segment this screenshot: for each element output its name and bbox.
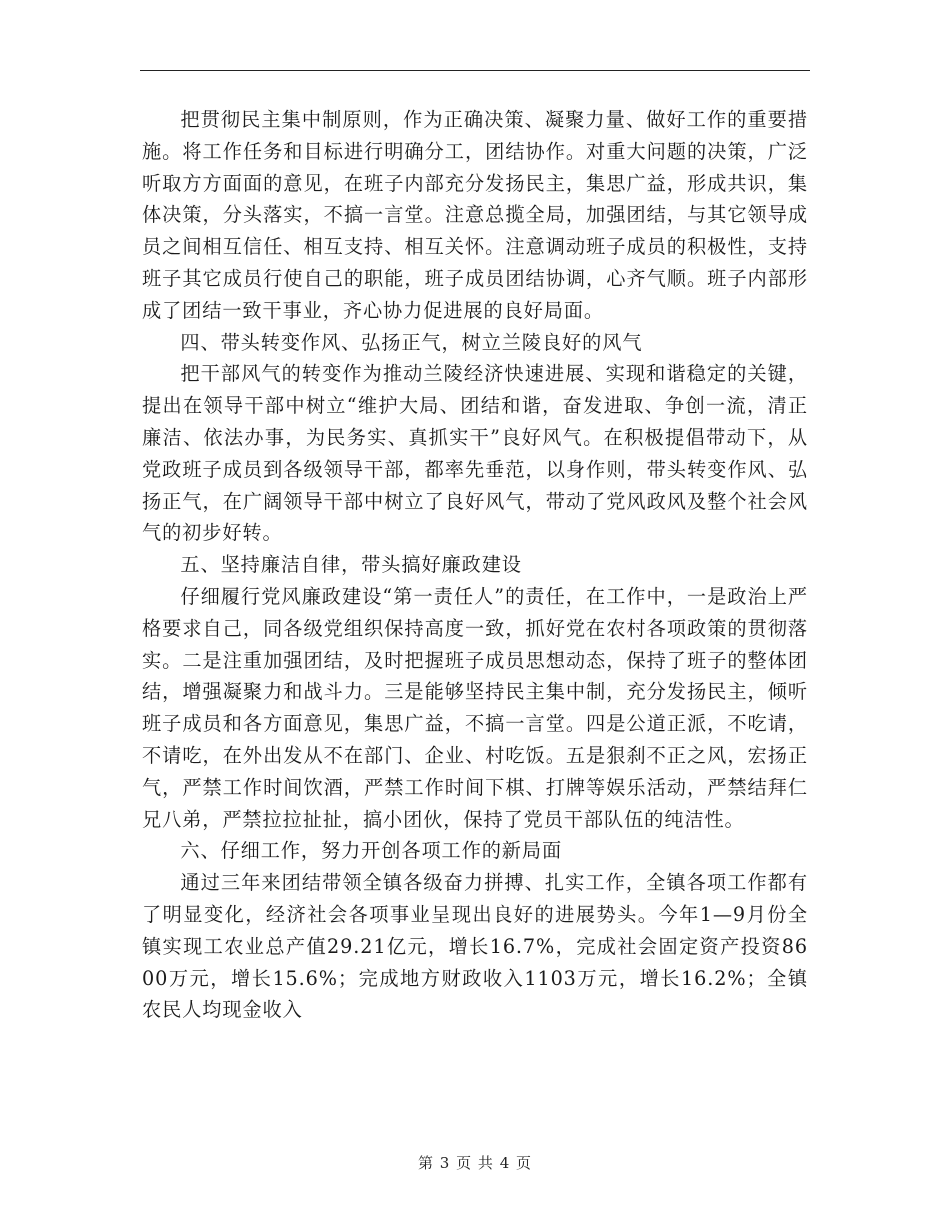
body-paragraph: 把干部风气的转变作为推动兰陵经济快速进展、实现和谐稳定的关键，提出在领导干部中树立“维护大局、团结和谐，奋发进取、争创一流，清正廉洁、依法办事，为民务实、真抓实干”良好风气。在积极提倡带动下，从党政班子成员到各级领导干部，都率先垂范，以身作则，带头转变作风、弘扬正气，在广阔领导干部中树立了良好风气，带动了党风政风及整个社会风气的初步好转。 — [142, 362, 808, 545]
header-divider — [140, 70, 810, 71]
total-page-count: 4 — [499, 1154, 511, 1172]
footer-page-unit: 页 — [456, 1154, 473, 1172]
current-page-number: 3 — [439, 1154, 451, 1172]
page-footer — [0, 1152, 950, 1173]
footer-prefix: 第 — [417, 1154, 434, 1172]
footer-total-unit: 页 — [516, 1154, 533, 1172]
section-heading: 五、坚持廉洁自律，带头搞好廉政建设 — [180, 553, 522, 577]
body-paragraph: 通过三年来团结带领全镇各级奋力拼搏、扎实工作，全镇各项工作都有了明显变化，经济社会各项事业呈现出良好的进展势头。今年1—9月份全镇实现工农业总产值29.21亿元，增长16.7%，完成社会固定资产投资8600万元，增长15.6%；完成地方财政收入1103万元，增长16.2%；全镇农民人均现金收入 — [142, 871, 808, 1022]
body-paragraph: 把贯彻民主集中制原则，作为正确决策、凝聚力量、做好工作的重要措施。将工作任务和目标进行明确分工，团结协作。对重大问题的决策，广泛听取方方面面的意见，在班子内部充分发扬民主，集思广益，形成共识，集体决策，分头落实，不搞一言堂。注意总揽全局，加强团结，与其它领导成员之间相互信任、相互支持、相互关怀。注意调动班子成员的积极性，支持班子其它成员行使自己的职能，班子成员团结协调，心齐气顺。班子内部形成了团结一致干事业，齐心协力促进展的良好局面。 — [142, 108, 808, 322]
document-body — [142, 104, 808, 1026]
section-heading: 四、带头转变作风、弘扬正气，树立兰陵良好的风气 — [180, 330, 643, 354]
footer-total-prefix: 共 — [477, 1154, 494, 1172]
section-heading: 六、仔细工作，努力开创各项工作的新局面 — [180, 839, 563, 863]
body-paragraph: 仔细履行党风廉政建设“第一责任人”的责任，在工作中，一是政治上严格要求自己，同各级党组织保持高度一致，抓好党在农村各项政策的贯彻落实。二是注重加强团结，及时把握班子成员思想动态，保持了班子的整体团结，增强凝聚力和战斗力。三是能够坚持民主集中制，充分发扬民主，倾听班子成员和各方面意见，集思广益，不搞一言堂。四是公道正派，不吃请，不请吃，在外出发从不在部门、企业、村吃饭。五是狠刹不正之风，宏扬正气，严禁工作时间饮酒，严禁工作时间下棋、打牌等娱乐活动，严禁结拜仁兄八弟，严禁拉拉扯扯，搞小团伙，保持了党员干部队伍的纯洁性。 — [142, 584, 808, 831]
